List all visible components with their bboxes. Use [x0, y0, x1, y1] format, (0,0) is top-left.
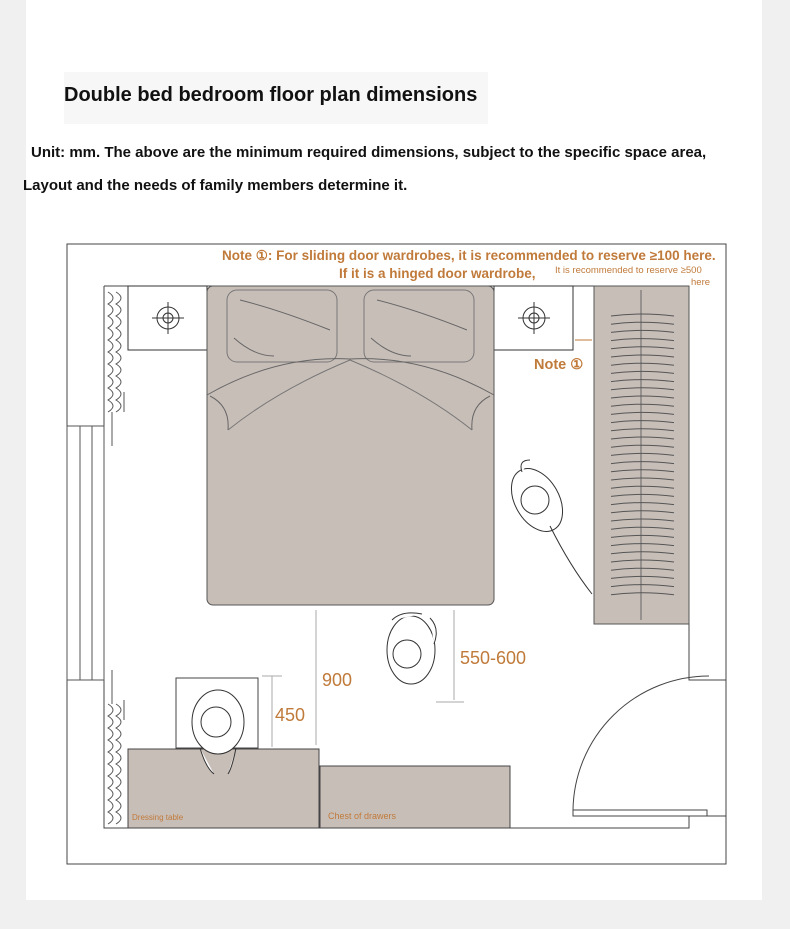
note-hinged-door: If it is a hinged door wardrobe, — [339, 266, 536, 281]
curtain-bottom — [108, 670, 124, 824]
door — [573, 676, 709, 816]
note-marker: Note ① — [534, 357, 584, 373]
nightstand-right — [494, 286, 573, 350]
page-title: Double bed bedroom floor plan dimensions — [64, 84, 478, 106]
note-reserve: It is recommended to reserve ≥500 — [555, 265, 702, 276]
note-sliding-door: Note ①: For sliding door wardrobes, it is recommended to reserve ≥100 here. — [222, 248, 716, 263]
window — [67, 426, 104, 680]
curtain-top — [108, 292, 124, 446]
person-middle — [387, 613, 436, 684]
wardrobe — [594, 286, 689, 624]
double-bed — [207, 286, 494, 605]
dimension-900: 900 — [322, 670, 353, 690]
person-wardrobe — [501, 460, 592, 594]
subtitle-line-1: Unit: mm. The above are the minimum required dimensions, subject to the specific space area, — [31, 144, 707, 161]
dimension-550-600: 550-600 — [460, 648, 527, 668]
note-here: here — [691, 277, 711, 288]
dimension-450: 450 — [275, 705, 306, 725]
subtitle-line-2: Layout and the needs of family members determine it. — [23, 177, 408, 194]
label-chest-of-drawers: Chest of drawers — [328, 811, 397, 821]
label-dressing-table: Dressing table — [132, 813, 184, 822]
nightstand-left — [128, 286, 207, 350]
